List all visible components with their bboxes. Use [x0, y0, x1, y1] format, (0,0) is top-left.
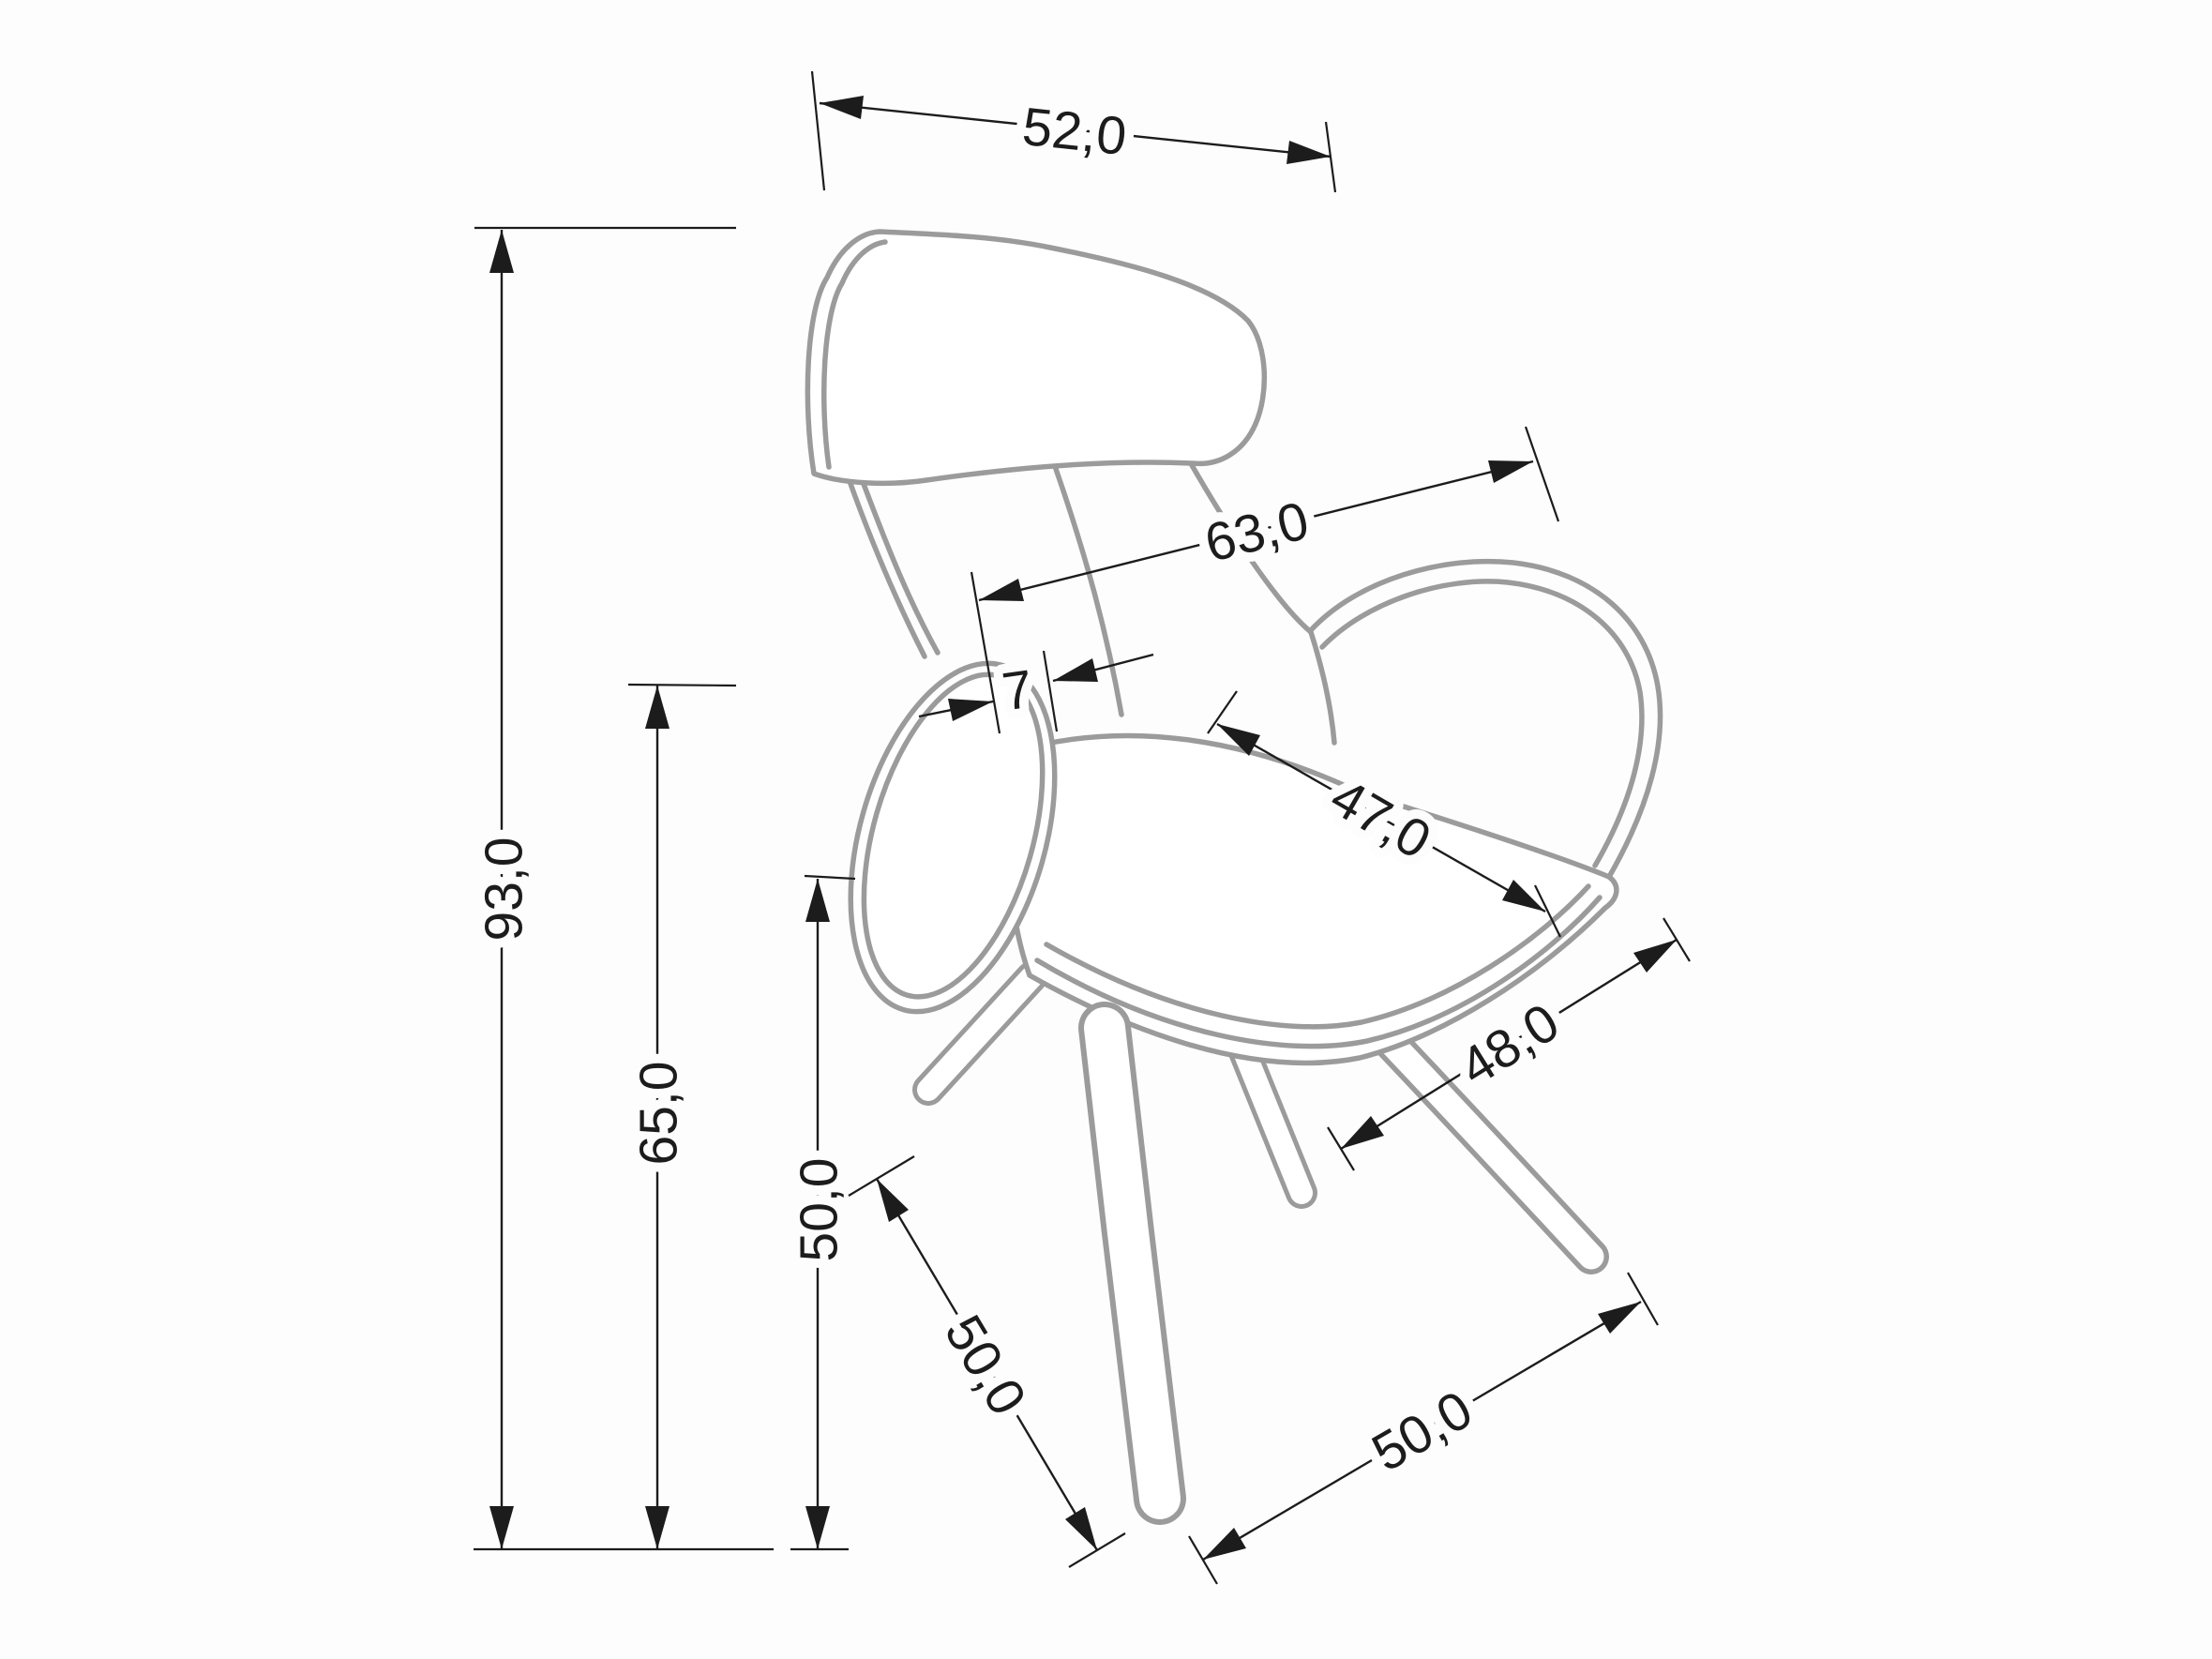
dimension-armrest-top-height	[628, 685, 736, 1549]
dimension-label: 50,0	[789, 1157, 850, 1262]
arrowhead-top	[877, 1179, 909, 1222]
dimension-label: 50,0	[1362, 1379, 1482, 1484]
chair-drawing	[807, 232, 1660, 1499]
extension-tick-top	[628, 685, 736, 686]
dimension-label: 93,0	[474, 837, 534, 942]
arrowhead-left	[820, 96, 864, 119]
extension-tick-top	[805, 876, 855, 879]
dimension-label: 50,0	[932, 1305, 1038, 1425]
dimension-label: 47,0	[1320, 766, 1441, 871]
dimension-label: 65,0	[628, 1061, 689, 1166]
arrowhead-top	[805, 879, 830, 922]
dimension-label: 63,0	[1198, 490, 1315, 574]
arrowhead-top	[645, 686, 670, 729]
dimension-headrest-width	[812, 71, 1335, 192]
arrowhead-bottom	[489, 1506, 514, 1549]
extension-tick-right	[1526, 427, 1558, 521]
extension-tick-left	[1189, 1536, 1217, 1584]
arrowhead-right	[1053, 658, 1098, 682]
arrowhead-left	[979, 579, 1024, 601]
arrowhead-bottom	[1065, 1507, 1097, 1550]
extension-tick	[812, 71, 824, 190]
backrest-left-edge	[850, 481, 925, 656]
arrowhead-bottom	[805, 1506, 830, 1549]
arrowhead-right	[1598, 1302, 1641, 1334]
headrest-outline	[807, 232, 1264, 483]
dimension-total-height	[474, 228, 774, 1549]
arrowhead-left	[1203, 1528, 1246, 1560]
arrowhead-left	[1341, 1116, 1384, 1149]
arrowhead-bottom	[645, 1506, 670, 1549]
arrowhead-right	[1488, 460, 1533, 483]
backrest-left-edge-inner	[864, 484, 938, 653]
dimension-label: 52,0	[1019, 96, 1130, 168]
arrowhead-right	[1287, 141, 1331, 164]
dimension-label: 48,0	[1449, 991, 1570, 1098]
extension-tick-right	[1628, 1273, 1658, 1325]
dimension-label: 7	[999, 658, 1037, 723]
arrowhead-top	[489, 230, 514, 273]
leg-front	[1105, 1028, 1160, 1499]
arrowhead-right	[1633, 940, 1677, 973]
headrest	[807, 232, 1264, 483]
dimension-leg-spread-side	[849, 1156, 1125, 1567]
leg-front-center	[1105, 1028, 1160, 1499]
dimension-seat-height	[790, 876, 855, 1549]
dimension-leg-spread-front	[1189, 1273, 1658, 1584]
